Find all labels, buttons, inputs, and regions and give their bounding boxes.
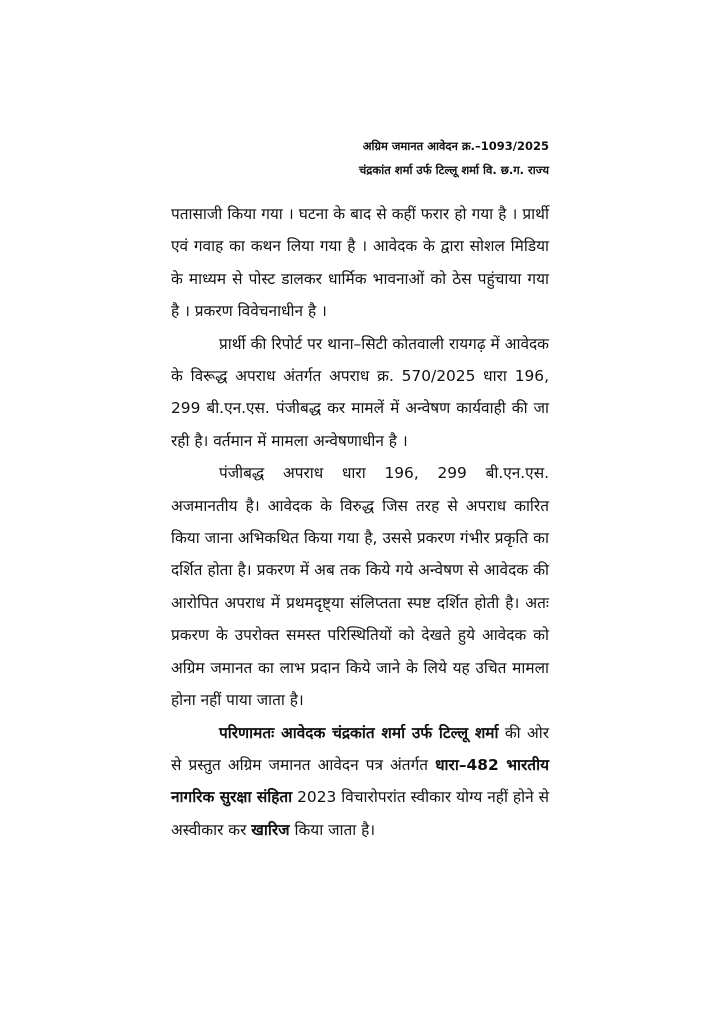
conclusion-text-3: किया जाता है। [289, 820, 376, 839]
case-title: चंद्रकांत शर्मा उर्फ टिल्लू शर्मा वि. छ.ग. राज्य [358, 163, 549, 177]
legal-section: धारा–482 भारतीय नागरिक सुरक्षा संहिता [171, 755, 549, 807]
paragraph-conclusion [171, 717, 549, 847]
conclusion-text-2: 2023 विचारोपरांत स्वीकार योग्य नहीं होने से अस्वीकार कर [171, 788, 549, 839]
applicant-name: परिणामतः आवेदक चंद्रकांत शर्मा उर्फ टिल्लू शर्मा [219, 723, 499, 742]
paragraph-reasoning: पंजीबद्ध अपराध धारा 196, 299 बी.एन.एस. अजमानतीय है। आवेदक के विरुद्ध जिस तरह से अपराध कारित किया जाना अभिकथित किया गया है, उससे प्रकरण गंभीर प्रकृति का दर्शित होता है। प्रकरण में अब तक किये गये अन्वेषण से आवेदक की आरोपित अपराध में प्रथमदृष्ट्या संलिप्तता स्पष्ट दर्शित होती है। अतः प्रकरण के उपरोक्त समस्त परिस्थितियों को देखते हुये आवेदक को अग्रिम जमानत का लाभ प्रदान किये जाने के लिये यह उचित मामला होना नहीं पाया जाता है। [171, 464, 549, 710]
case-header [359, 134, 549, 182]
dismissed-word: खारिज [251, 820, 290, 839]
paragraph-report: प्रार्थी की रिपोर्ट पर थाना–सिटी कोतवाली रायगढ़ में आवेदक के विरूद्ध अपराध अंतर्गत अपराध क्र. 570/2025 धारा 196, 299 बी.एन.एस. पंजीबद्ध कर मामलें में अन्वेषण कार्यवाही की जा रही है। वर्तमान में मामला अन्वेषणाधीन है । [171, 334, 549, 450]
case-number: अग्रिम जमानत आवेदन क्र.–1093/2025 [362, 139, 549, 153]
conclusion-text-1: की ओर से प्रस्तुत अग्रिम जमानत आवेदन पत्र अंतर्गत [171, 723, 549, 774]
paragraph-continuation: पतासाजी किया गया । घटना के बाद से कहीं फरार हो गया है । प्रार्थी एवं गवाह का कथन लिया गया है । आवेदक के द्वारा सोशल मिडिया के माध्यम से पोस्ट डालकर धार्मिक भावनाओं को ठेस पहुंचाया गया है । प्रकरण विवेचनाधीन है । [171, 205, 549, 321]
order-body [171, 198, 549, 846]
